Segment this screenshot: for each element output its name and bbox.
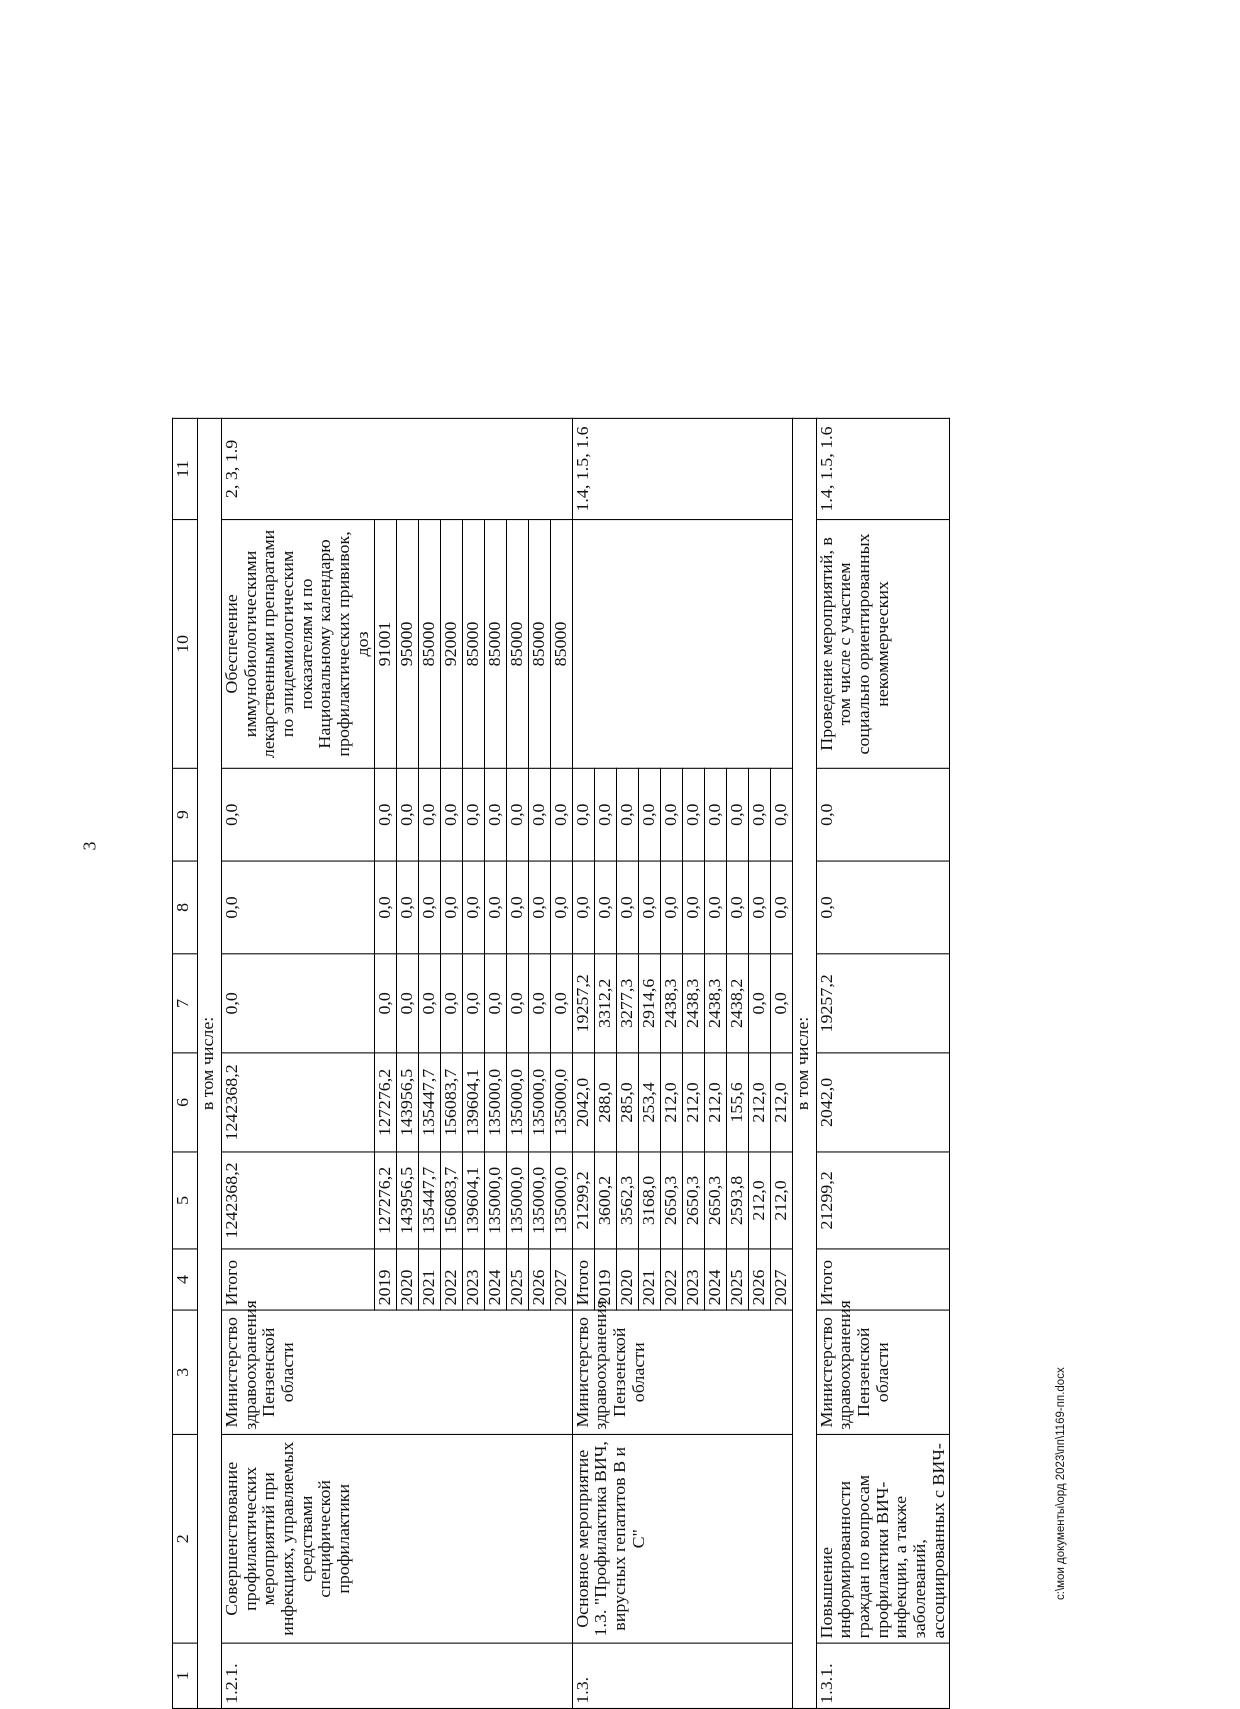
- value-federal: 0,0: [506, 954, 528, 1053]
- value-regional: 135000,0: [528, 1053, 550, 1152]
- indicator-value: 92000: [440, 520, 462, 769]
- indicator-value: 95000: [396, 520, 418, 769]
- link-indicators: 1.4, 1.5, 1.6: [572, 418, 792, 519]
- executor: Министерство здравоохранения Пензенской области: [222, 1310, 573, 1434]
- column-header: 7: [173, 954, 198, 1053]
- value-local: 0,0: [418, 861, 440, 954]
- total-local: 0,0: [572, 861, 594, 954]
- value-regional: 285,0: [616, 1053, 638, 1152]
- value-regional: 135447,7: [418, 1053, 440, 1152]
- value-other: 0,0: [506, 768, 528, 861]
- value-local: 0,0: [726, 861, 748, 954]
- value-regional: 127276,2: [374, 1053, 396, 1152]
- including-note: в том числе:: [198, 418, 222, 1708]
- value-other: 0,0: [396, 768, 418, 861]
- value-regional: 155,6: [726, 1053, 748, 1152]
- column-header: 11: [173, 418, 198, 519]
- indicator-value: 85000: [418, 520, 440, 769]
- total-other: 0,0: [222, 768, 375, 861]
- year: 2027: [550, 1249, 572, 1310]
- value-other: 0,0: [726, 768, 748, 861]
- value-federal: 0,0: [484, 954, 506, 1053]
- column-header: 5: [173, 1152, 198, 1249]
- link-indicators: 2, 3, 1.9: [222, 418, 573, 519]
- value-all: 135447,7: [418, 1152, 440, 1249]
- year: 2027: [770, 1249, 792, 1310]
- column-header: 4: [173, 1249, 198, 1310]
- value-federal: 0,0: [528, 954, 550, 1053]
- value-all: 3168,0: [638, 1152, 660, 1249]
- including-note: в том числе:: [792, 418, 816, 1708]
- column-header: 9: [173, 768, 198, 861]
- indicator-value: 85000: [462, 520, 484, 769]
- value-other: 0,0: [616, 768, 638, 861]
- indicator-value: 85000: [506, 520, 528, 769]
- value-other: 0,0: [638, 768, 660, 861]
- value-other: 0,0: [550, 768, 572, 861]
- value-federal: 3277,3: [616, 954, 638, 1053]
- value-regional: 135000,0: [506, 1053, 528, 1152]
- value-other: 0,0: [704, 768, 726, 861]
- activity-name: Совершенствование профилактических мероприятий при инфекциях, управляемых средствами специфической профилактики: [222, 1434, 573, 1643]
- value-regional: 212,0: [660, 1053, 682, 1152]
- indicator-text: Обеспечение иммунобиологическими лекарственными препаратами по эпидемиологическим показателям и по Национальному календарю профилактических прививок, доз: [222, 520, 375, 769]
- value-other: 0,0: [440, 768, 462, 861]
- executor: Министерство здравоохранения Пензенской области: [816, 1310, 950, 1434]
- value-local: 0,0: [374, 861, 396, 954]
- indicator-text: Проведение мероприятий, в том числе с участием социально ориентированных некоммерческих: [816, 520, 950, 769]
- value-local: 0,0: [748, 861, 770, 954]
- footer-file-path: c:\мои документы\орд 2023\пп\1169-пп.docx: [1055, 1367, 1067, 1600]
- value-regional: 212,0: [770, 1053, 792, 1152]
- total-label: Итого: [816, 1249, 950, 1310]
- total-regional: 2042,0: [816, 1053, 950, 1152]
- value-all: 135000,0: [506, 1152, 528, 1249]
- column-header: 1: [173, 1643, 198, 1708]
- activity-name: Повышение информированности граждан по вопросам профилактики ВИЧ-инфекции, а также заболеваний, ассоциированных с ВИЧ-: [816, 1434, 950, 1643]
- year: 2026: [528, 1249, 550, 1310]
- indicator-value: 85000: [528, 520, 550, 769]
- table-row: [572, 0, 594, 1708]
- indicator-text: [572, 520, 792, 769]
- value-local: 0,0: [594, 861, 616, 954]
- total-regional: 1242368,2: [222, 1053, 375, 1152]
- indicator-value: 85000: [484, 520, 506, 769]
- rotated-table-container: [172, 0, 1240, 1709]
- column-header: 2: [173, 1434, 198, 1643]
- link-indicators: 1.4, 1.5, 1.6: [816, 418, 950, 519]
- value-federal: 2438,3: [660, 954, 682, 1053]
- value-other: 0,0: [374, 768, 396, 861]
- value-federal: 2438,2: [726, 954, 748, 1053]
- indicator-value: 85000: [550, 520, 572, 769]
- page-number: 3: [79, 841, 100, 851]
- value-federal: 0,0: [748, 954, 770, 1053]
- value-local: 0,0: [704, 861, 726, 954]
- year: 2024: [484, 1249, 506, 1310]
- year: 2020: [616, 1249, 638, 1310]
- value-local: 0,0: [660, 861, 682, 954]
- value-local: 0,0: [484, 861, 506, 954]
- value-all: 2650,3: [682, 1152, 704, 1249]
- year: 2021: [638, 1249, 660, 1310]
- value-other: 0,0: [462, 768, 484, 861]
- total-all: 1242368,2: [222, 1152, 375, 1249]
- year: 2022: [440, 1249, 462, 1310]
- value-local: 0,0: [506, 861, 528, 954]
- value-local: 0,0: [440, 861, 462, 954]
- year: 2025: [506, 1249, 528, 1310]
- column-header: 8: [173, 861, 198, 954]
- value-all: 135000,0: [528, 1152, 550, 1249]
- value-regional: 135000,0: [484, 1053, 506, 1152]
- value-all: 2650,3: [660, 1152, 682, 1249]
- value-all: 127276,2: [374, 1152, 396, 1249]
- value-all: 212,0: [770, 1152, 792, 1249]
- value-federal: 2438,3: [682, 954, 704, 1053]
- year: 2025: [726, 1249, 748, 1310]
- value-local: 0,0: [462, 861, 484, 954]
- column-number-row: [173, 0, 198, 1708]
- value-other: 0,0: [594, 768, 616, 861]
- table-row: [222, 0, 375, 1708]
- total-federal: 19257,2: [816, 954, 950, 1053]
- value-local: 0,0: [550, 861, 572, 954]
- value-regional: 253,4: [638, 1053, 660, 1152]
- value-local: 0,0: [616, 861, 638, 954]
- table-row: [816, 0, 950, 1708]
- value-regional: 156083,7: [440, 1053, 462, 1152]
- value-all: 2650,3: [704, 1152, 726, 1249]
- row-number: 1.3.1.: [816, 1643, 950, 1708]
- value-federal: 0,0: [374, 954, 396, 1053]
- value-all: 2593,8: [726, 1152, 748, 1249]
- value-all: 3600,2: [594, 1152, 616, 1249]
- value-other: 0,0: [748, 768, 770, 861]
- value-federal: 0,0: [770, 954, 792, 1053]
- column-header: 6: [173, 1053, 198, 1152]
- total-regional: 2042,0: [572, 1053, 594, 1152]
- value-other: 0,0: [484, 768, 506, 861]
- year: 2021: [418, 1249, 440, 1310]
- value-regional: 135000,0: [550, 1053, 572, 1152]
- total-federal: 19257,2: [572, 954, 594, 1053]
- value-local: 0,0: [638, 861, 660, 954]
- year: 2022: [660, 1249, 682, 1310]
- total-local: 0,0: [222, 861, 375, 954]
- total-other: 0,0: [816, 768, 950, 861]
- value-federal: 0,0: [418, 954, 440, 1053]
- value-federal: 0,0: [440, 954, 462, 1053]
- row-number: 1.2.1.: [222, 1643, 573, 1708]
- value-other: 0,0: [770, 768, 792, 861]
- total-federal: 0,0: [222, 954, 375, 1053]
- value-regional: 143956,5: [396, 1053, 418, 1152]
- value-regional: 288,0: [594, 1053, 616, 1152]
- value-all: 3562,3: [616, 1152, 638, 1249]
- value-federal: 2438,3: [704, 954, 726, 1053]
- program-activities-table: [172, 0, 950, 1709]
- value-federal: 2914,6: [638, 954, 660, 1053]
- value-federal: 0,0: [550, 954, 572, 1053]
- year: 2023: [462, 1249, 484, 1310]
- value-all: 135000,0: [484, 1152, 506, 1249]
- column-header: 10: [173, 520, 198, 769]
- total-all: 21299,2: [816, 1152, 950, 1249]
- year: 2019: [374, 1249, 396, 1310]
- year: 2019: [594, 1249, 616, 1310]
- value-all: 135000,0: [550, 1152, 572, 1249]
- total-all: 21299,2: [572, 1152, 594, 1249]
- value-local: 0,0: [682, 861, 704, 954]
- value-local: 0,0: [528, 861, 550, 954]
- value-all: 156083,7: [440, 1152, 462, 1249]
- value-local: 0,0: [770, 861, 792, 954]
- value-regional: 212,0: [682, 1053, 704, 1152]
- total-other: 0,0: [572, 768, 594, 861]
- activity-name: Основное мероприятие 1.3. "Профилактика ВИЧ, вирусных гепатитов В и С": [572, 1434, 792, 1643]
- value-federal: 3312,2: [594, 954, 616, 1053]
- value-regional: 212,0: [748, 1053, 770, 1152]
- year: 2024: [704, 1249, 726, 1310]
- year: 2020: [396, 1249, 418, 1310]
- year: 2026: [748, 1249, 770, 1310]
- indicator-value: 91001: [374, 520, 396, 769]
- total-local: 0,0: [816, 861, 950, 954]
- value-regional: 212,0: [704, 1053, 726, 1152]
- value-other: 0,0: [660, 768, 682, 861]
- year: 2023: [682, 1249, 704, 1310]
- value-other: 0,0: [682, 768, 704, 861]
- value-all: 212,0: [748, 1152, 770, 1249]
- value-local: 0,0: [396, 861, 418, 954]
- executor: Министерство здравоохранения Пензенской области: [572, 1310, 792, 1434]
- value-other: 0,0: [528, 768, 550, 861]
- value-federal: 0,0: [396, 954, 418, 1053]
- value-regional: 139604,1: [462, 1053, 484, 1152]
- value-federal: 0,0: [462, 954, 484, 1053]
- total-label: Итого: [222, 1249, 375, 1310]
- total-label: Итого: [572, 1249, 594, 1310]
- column-header: 3: [173, 1310, 198, 1434]
- row-number: 1.3.: [572, 1643, 792, 1708]
- value-other: 0,0: [418, 768, 440, 861]
- value-all: 139604,1: [462, 1152, 484, 1249]
- value-all: 143956,5: [396, 1152, 418, 1249]
